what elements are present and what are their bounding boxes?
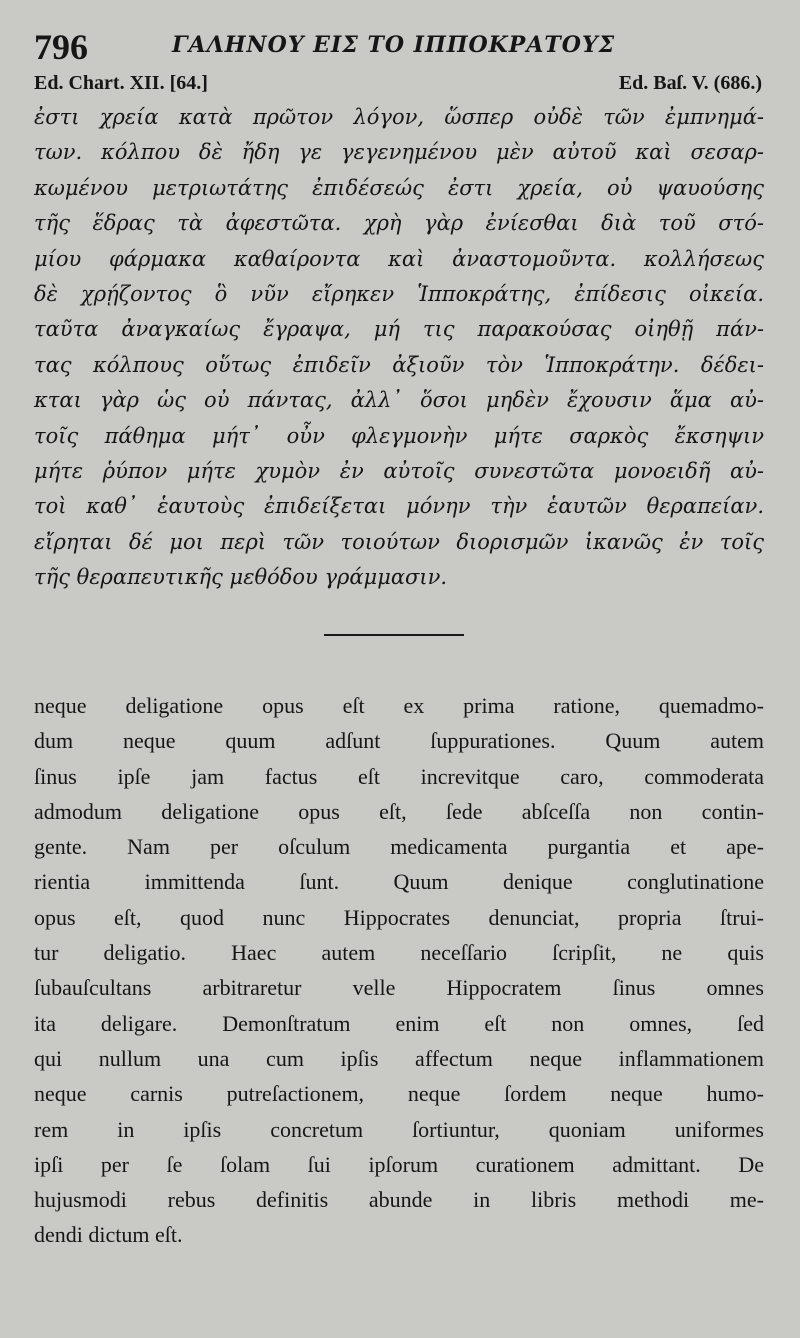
latin-text-line: ita deligare. Demonſtratum enim eſt non omnes, ſed: [34, 1010, 764, 1036]
running-title: ΓΑΛΗΝΟΥ ΕΙΣ ΤΟ ΙΠΠΟΚΡΑΤΟΥΣ: [172, 32, 616, 58]
greek-text-line: δὲ χρῄζοντος ὃ νῦν εἴρηκεν Ἱπποκράτης, ἐπίδεσις οἰκεία.: [34, 281, 764, 306]
greek-text-line: τῆς θεραπευτικῆς μεθόδου γράμμασιν.: [34, 565, 448, 590]
greek-text-line: τοῖς πάθημα μήτ᾽ οὖν φλεγμονὴν μήτε σαρκὸς ἔκσηψιν: [34, 423, 764, 448]
page-number: 796: [34, 27, 88, 67]
edition-basel-reference: Ed. Baſ. V. (686.): [618, 72, 762, 94]
greek-text-line: των. κόλπου δὲ ἤδη γε γεγενημένου μὲν αὐτοῦ καὶ σεσαρ-: [34, 140, 764, 165]
greek-text-line: εἴρηται δέ μοι περὶ τῶν τοιούτων διορισμῶν ἱκανῶς ἐν τοῖς: [34, 529, 764, 554]
greek-text-line: ἐστι χρεία κατὰ πρῶτον λόγον, ὥσπερ οὐδὲ τῶν ἐμπνημά-: [34, 105, 764, 129]
latin-text-line: tur deligatio. Haec autem neceſſario ſcripſit, ne quis: [34, 940, 764, 966]
greek-text-line: τας κόλπους οὕτως ἐπιδεῖν ἀξιοῦν τὸν Ἱπποκράτην. δέδει-: [34, 352, 764, 377]
page-header: [34, 26, 764, 66]
greek-text-line: μίου φάρμακα καθαίροντα καὶ ἀναστομοῦντα. κολλήσεως: [34, 246, 764, 271]
latin-text-line: hujusmodi rebus definitis abunde in libris methodi me-: [34, 1187, 764, 1213]
greek-text-line: κται γὰρ ὡς οὐ πάντας, ἀλλ᾽ ὅσοι μηδὲν ἔχουσιν ἅμα αὐ-: [34, 388, 764, 413]
latin-text-line: ipſi per ſe ſolam ſui ipſorum curationem admittant. De: [34, 1151, 764, 1177]
latin-text-line: dum neque quum adſunt ſuppurationes. Quum autem: [34, 728, 764, 754]
latin-text-line: gente. Nam per oſculum medicamenta purgantia et ape-: [34, 834, 764, 860]
edition-chart-reference: Ed. Chart. XII. [64.]: [34, 72, 208, 94]
greek-text-line: κωμένου μετριωτάτης ἐπιδέσεώς ἐστι χρεία, οὐ ψαυούσης: [34, 175, 764, 200]
latin-text-line: dendi dictum eſt.: [34, 1222, 183, 1248]
latin-text-line: ſubauſcultans arbitraretur velle Hippocratem ſinus omnes: [34, 975, 764, 1001]
greek-text-line: τοὶ καθ᾽ ἑαυτοὺς ἐπιδείξεται μόνην τὴν ἑαυτῶν θεραπείαν.: [34, 494, 764, 519]
latin-text-line: opus eſt, quod nunc Hippocrates denunciat, propria ſtrui-: [34, 904, 764, 930]
latin-text-line: rem in ipſis concretum ſortiuntur, quoniam uniformes: [34, 1116, 764, 1142]
greek-text-line: μήτε ῥύπον μήτε χυμὸν ἐν αὐτοῖς συνεστῶτα μονοειδῆ αὐ-: [34, 458, 764, 483]
greek-text-line: ταῦτα ἀναγκαίως ἔγραψα, μή τις παρακούσας οἰηθῇ πάν-: [34, 317, 764, 342]
latin-text-block: [34, 688, 764, 1253]
greek-text-block: [34, 100, 764, 595]
latin-text-line: neque deligatione opus eſt ex prima ratione, quemadmo-: [34, 693, 764, 718]
latin-text-line: rientia immittenda ſunt. Quum denique conglutinatione: [34, 869, 764, 895]
greek-text-line: τῆς ἕδρας τὰ ἀφεστῶτα. χρὴ γὰρ ἐνίεσθαι διὰ τοῦ στό-: [34, 211, 764, 236]
section-divider: [324, 634, 464, 636]
edition-references: [34, 72, 764, 98]
latin-text-line: neque carnis putreſactionem, neque ſordem neque humo-: [34, 1081, 764, 1107]
latin-text-line: qui nullum una cum ipſis affectum neque inflammationem: [34, 1045, 764, 1071]
latin-text-line: admodum deligatione opus eſt, ſede abſceſſa non contin-: [34, 798, 764, 824]
latin-text-line: ſinus ipſe jam factus eſt increvitque caro, commoderata: [34, 763, 764, 789]
